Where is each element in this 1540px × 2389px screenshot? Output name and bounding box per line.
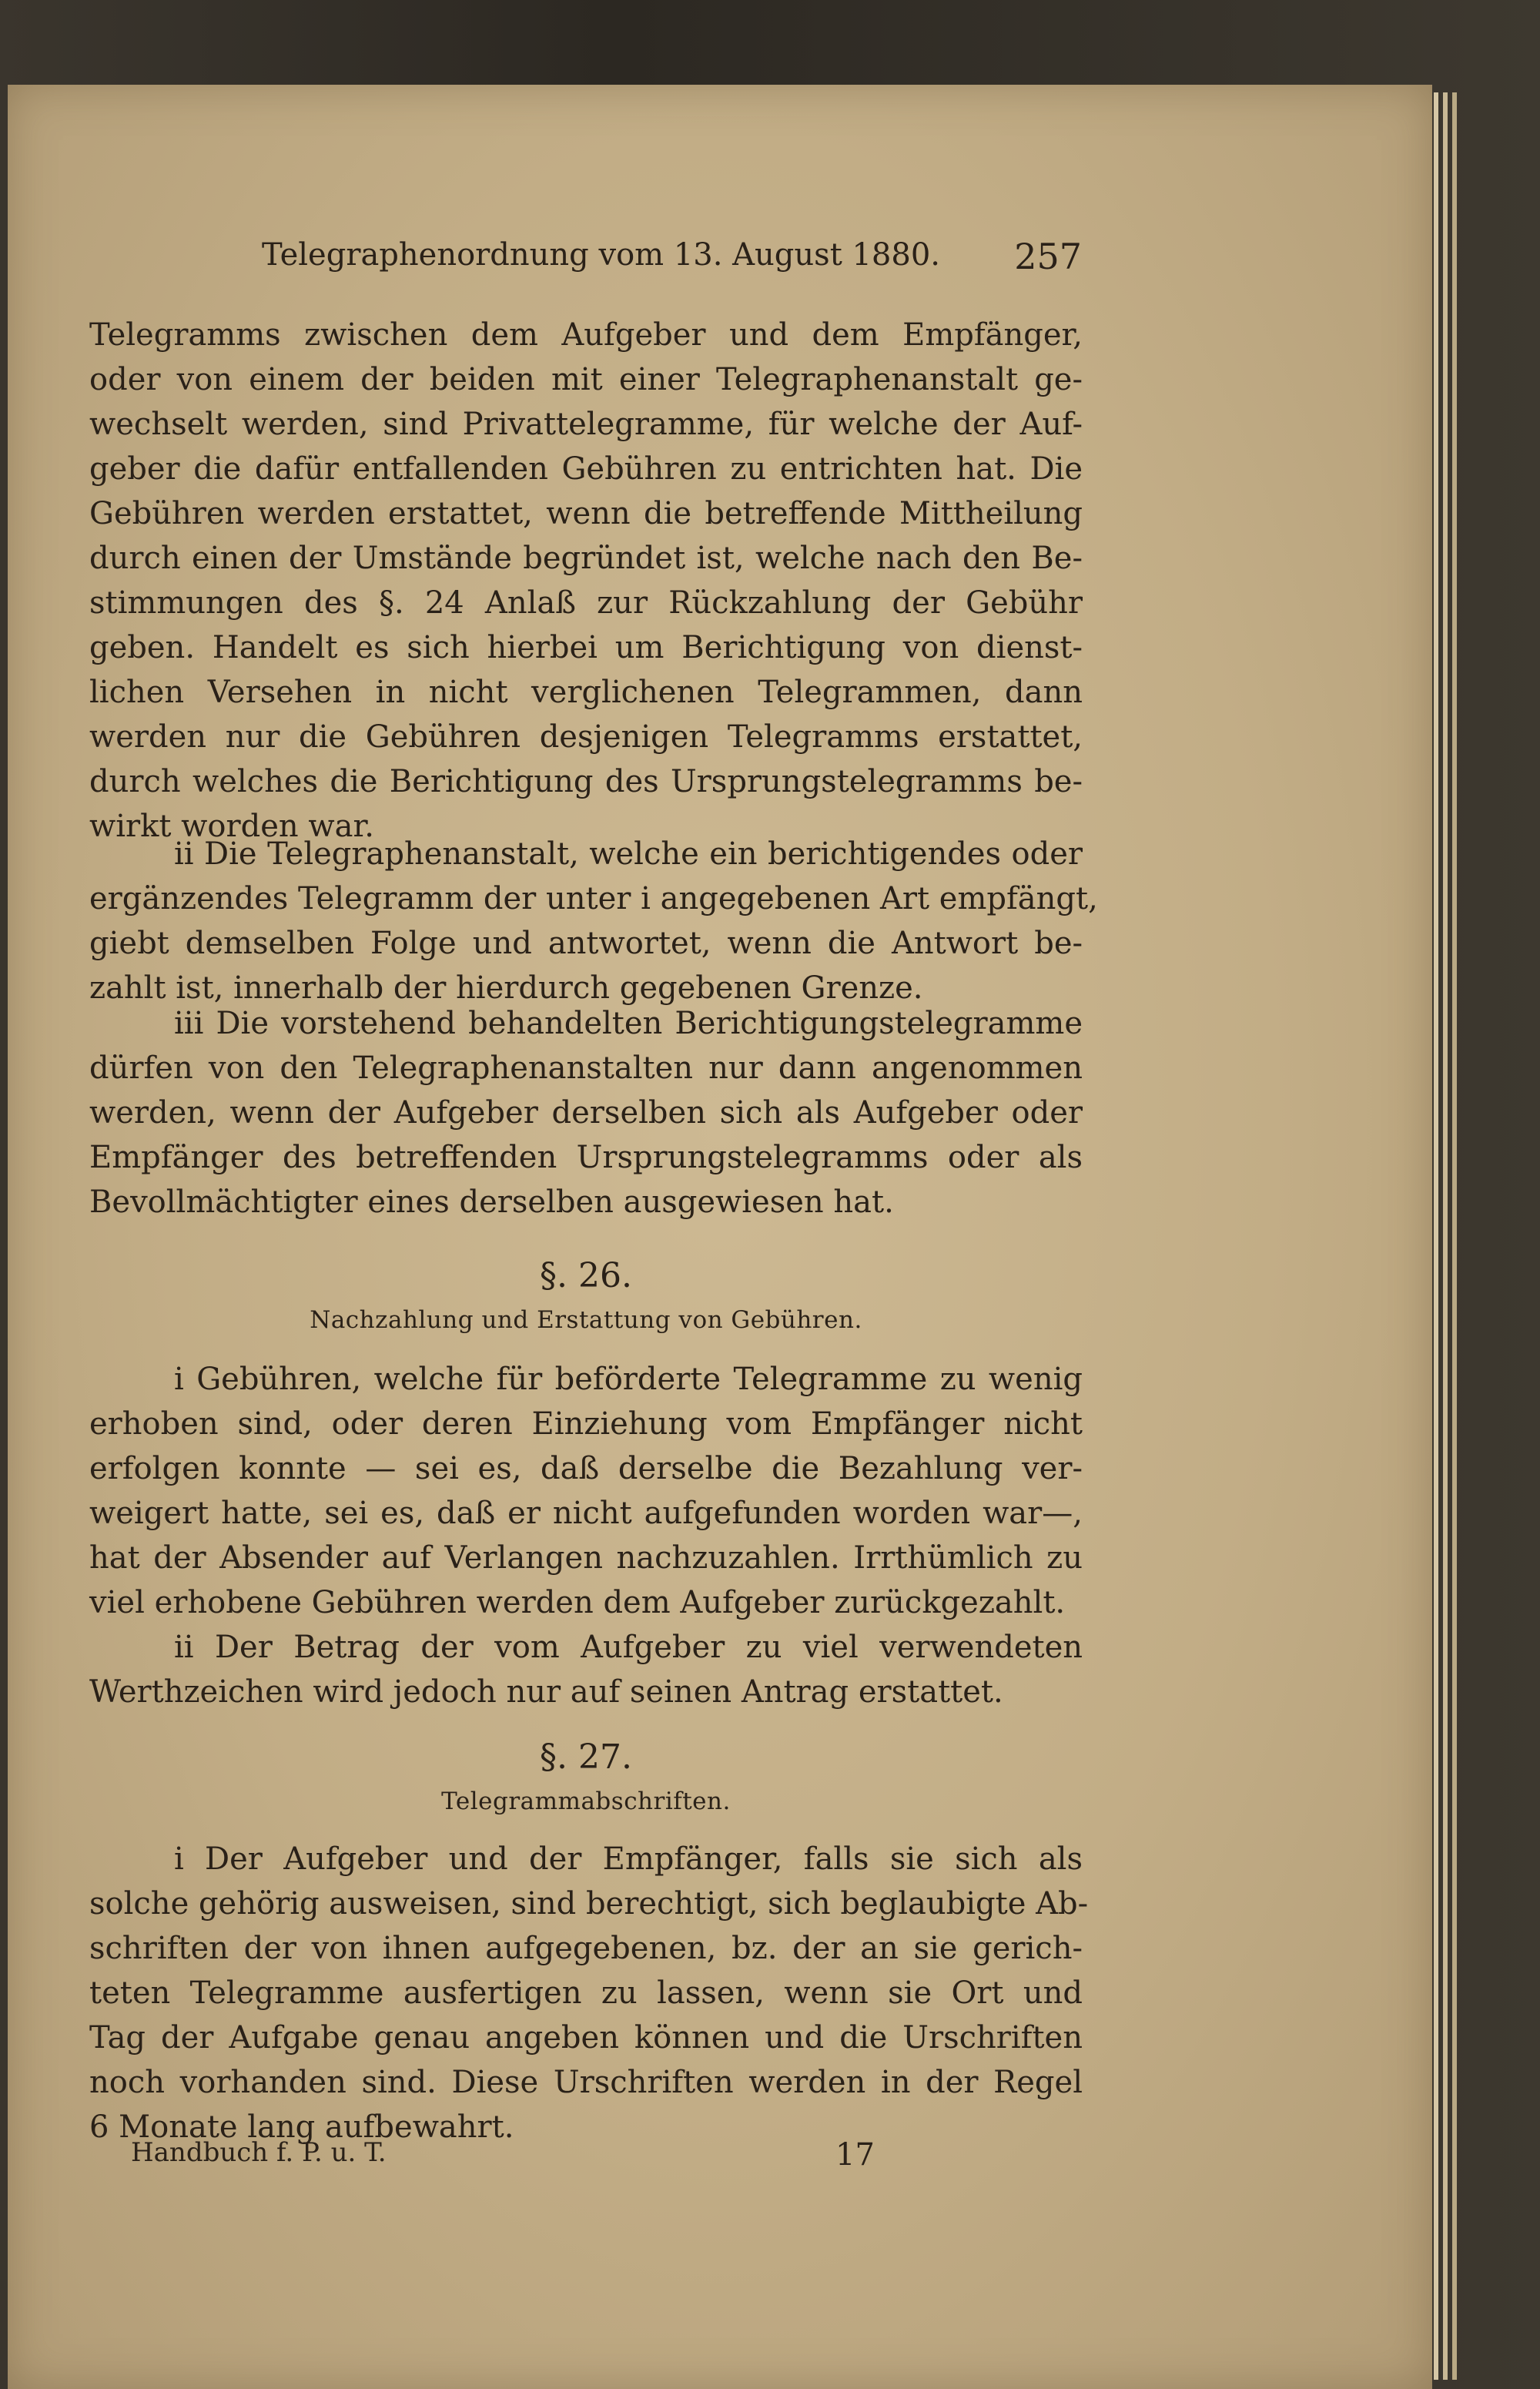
text-line: zahlt ist, innerhalb der hierdurch gegebenen Grenze. (89, 970, 923, 1006)
text-line: durch einen der Umstände begründet ist, welche nach den Be- (89, 541, 1083, 576)
text-line: werden, wenn der Aufgeber derselben sich als Aufgeber oder (89, 1095, 1083, 1131)
page-edge (1434, 92, 1438, 2380)
text-line: 6 Monate lang aufbewahrt. (89, 2109, 514, 2145)
text-line: Gebühren werden erstattet, wenn die betreffende Mittheilung (89, 496, 1083, 531)
text-line: teten Telegramme ausfertigen zu lassen, wenn sie Ort und (89, 1975, 1083, 2011)
text-line: stimmungen des §. 24 Anlaß zur Rückzahlung der Gebühr (89, 585, 1083, 621)
text-line: hat der Absender auf Verlangen nachzuzahlen. Irrthümlich zu (89, 1540, 1083, 1576)
signature-mark: Handbuch f. P. u. T. (131, 2137, 387, 2168)
text-line: ii Die Telegraphenanstalt, welche ein berichtigendes oder (174, 836, 1083, 872)
text-line: iii Die vorstehend behandelten Berichtigungstelegramme (174, 1006, 1083, 1041)
section-heading-26 (89, 1251, 1083, 1339)
text-line: schriften der von ihnen aufgegebenen, bz. der an sie gerich- (89, 1931, 1083, 1966)
section-heading-27 (89, 1733, 1083, 1821)
section-number: §. 27. (540, 1737, 632, 1777)
text-line: lichen Versehen in nicht verglichenen Telegrammen, dann (89, 675, 1083, 710)
text-line: dürfen von den Telegraphenanstalten nur dann angenommen (89, 1050, 1083, 1086)
text-line: i Gebühren, welche für beförderte Telegramme zu wenig (174, 1362, 1083, 1397)
page-edge (1452, 92, 1457, 2380)
section-26-paragraph-i (89, 1357, 1083, 1625)
page-edge (1443, 92, 1448, 2380)
text-line: oder von einem der beiden mit einer Telegraphenanstalt ge- (89, 362, 1083, 397)
text-line: ergänzendes Telegramm der unter i angegebenen Art empfängt, (89, 881, 1098, 916)
text-line: giebt demselben Folge und antwortet, wenn die Antwort be- (89, 926, 1083, 961)
text-line: ii Der Betrag der vom Aufgeber zu viel verwendeten (174, 1630, 1083, 1665)
text-line: Telegramms zwischen dem Aufgeber und dem Empfänger, (89, 317, 1083, 353)
text-line: werden nur die Gebühren desjenigen Telegramms erstattet, (89, 719, 1083, 755)
text-line: weigert hatte, sei es, daß er nicht aufgefunden worden war—, (89, 1496, 1083, 1531)
sheet-number: 17 (835, 2137, 875, 2173)
text-line: erfolgen konnte — sei es, daß derselbe die Bezahlung ver- (89, 1451, 1083, 1486)
text-line: i Der Aufgeber und der Empfänger, falls sie sich als (174, 1841, 1083, 1877)
text-line: Bevollmächtigter eines derselben ausgewiesen hat. (89, 1184, 894, 1220)
running-title: Telegraphenordnung vom 13. August 1880. (262, 237, 940, 273)
section-27-paragraph-i (89, 1837, 1089, 2149)
text-line: viel erhobene Gebühren werden dem Aufgeber zurückgezahlt. (89, 1585, 1066, 1620)
running-header (262, 237, 1082, 283)
text-line: wirkt worden war. (89, 809, 374, 844)
section-number: §. 26. (540, 1256, 632, 1295)
section-26-paragraph-ii (89, 1625, 1083, 1714)
text-line: Empfänger des betreffenden Ursprungstelegramms oder als (89, 1140, 1083, 1175)
text-line: wechselt werden, sind Privattelegramme, für welche der Auf- (89, 407, 1083, 442)
text-line: erhoben sind, oder deren Einziehung vom Empfänger nicht (89, 1406, 1083, 1442)
text-line: Werthzeichen wird jedoch nur auf seinen Antrag erstattet. (89, 1674, 1003, 1710)
paragraph-iii (89, 1001, 1083, 1225)
text-line: durch welches die Berichtigung des Ursprungstelegramms be- (89, 764, 1083, 799)
section-title: Telegrammabschriften. (441, 1788, 731, 1815)
paragraph-ii (89, 832, 1098, 1010)
text-line: solche gehörig ausweisen, sind berechtigt, sich beglaubigte Ab- (89, 1886, 1089, 1922)
text-line: geben. Handelt es sich hierbei um Berichtigung von dienst- (89, 630, 1083, 665)
paragraph-continuation (89, 313, 1083, 849)
text-line: Tag der Aufgabe genau angeben können und die Urschriften (89, 2020, 1083, 2056)
section-title: Nachzahlung und Erstattung von Gebühren. (310, 1306, 862, 1334)
text-line: geber die dafür entfallenden Gebühren zu entrichten hat. Die (89, 451, 1083, 487)
text-line: noch vorhanden sind. Diese Urschriften werden in der Regel (89, 2065, 1083, 2100)
page-number: 257 (1014, 236, 1082, 277)
